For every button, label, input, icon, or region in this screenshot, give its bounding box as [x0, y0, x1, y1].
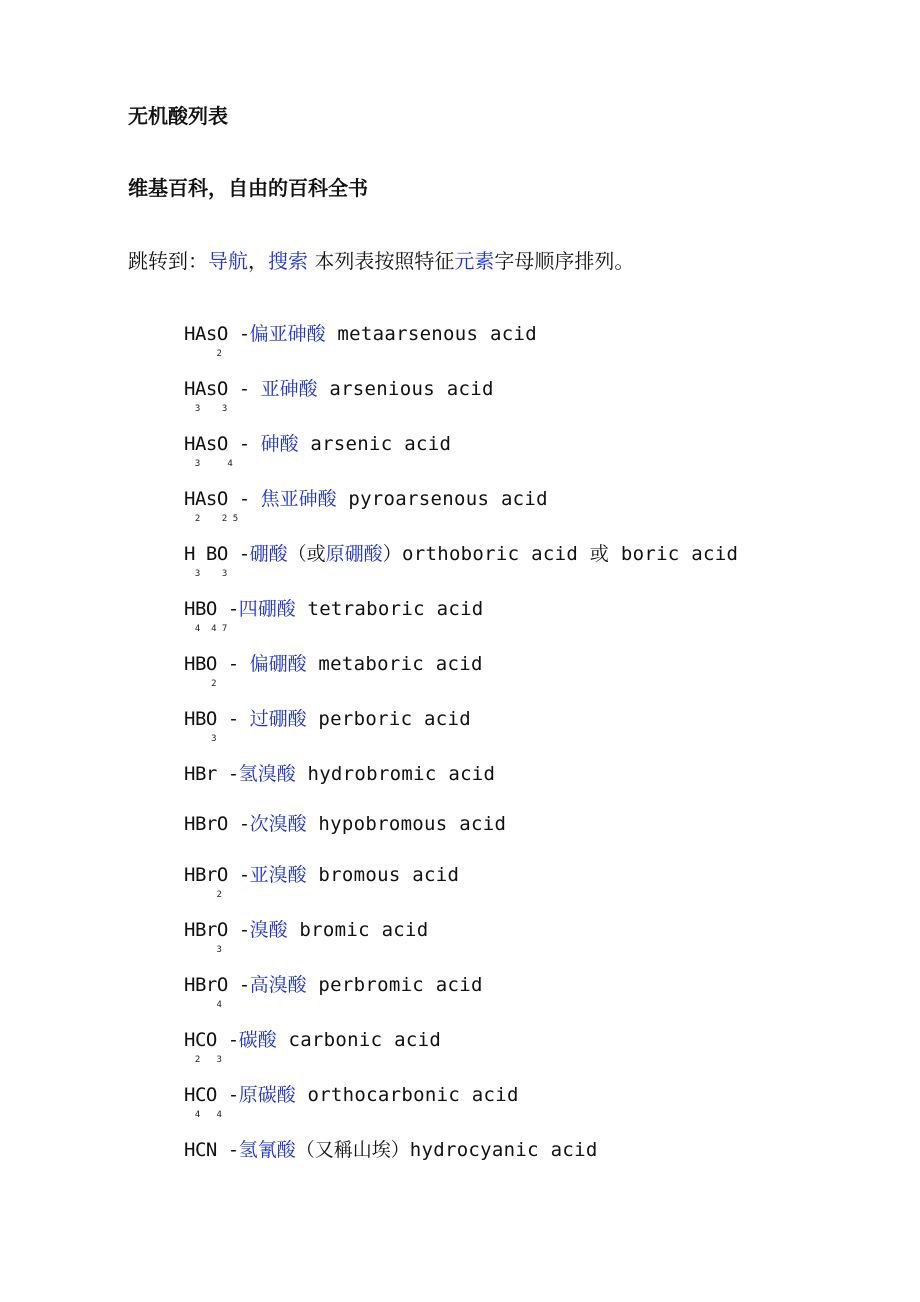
acid-english: perboric acid	[306, 708, 472, 730]
acid-formula: HBrO -	[184, 974, 250, 996]
acid-link[interactable]: 焦亚砷酸	[260, 488, 337, 510]
acid-link-alt[interactable]: 原硼酸	[325, 543, 383, 565]
acid-link[interactable]: 氢溴酸	[238, 763, 296, 785]
intro-text-end: 字母顺序排列。	[494, 249, 635, 273]
acid-row	[184, 812, 506, 836]
acid-formula: HBO -	[184, 708, 250, 730]
acid-formula: HBrO -	[184, 919, 250, 941]
acid-formula: HBO -	[184, 653, 250, 675]
acid-row	[184, 707, 471, 731]
acid-link[interactable]: 碳酸	[238, 1029, 277, 1051]
acid-link[interactable]: 过硼酸	[249, 708, 307, 730]
acid-row	[184, 863, 459, 887]
acid-english: bromic acid	[287, 919, 429, 941]
acid-english: orthocarbonic acid	[295, 1084, 519, 1106]
acid-english: pyroarsenous acid	[336, 488, 548, 510]
page-title: 无机酸列表	[128, 104, 228, 128]
formula-subscripts: 2 2 5	[184, 514, 239, 524]
acid-formula: HCO -	[184, 1029, 239, 1051]
acid-formula: HBrO -	[184, 864, 250, 886]
page-subtitle: 维基百科，自由的百科全书	[128, 176, 368, 200]
acid-english: metaarsenous acid	[325, 323, 537, 345]
acid-note: （或	[287, 543, 326, 565]
acid-english: carbonic acid	[276, 1029, 442, 1051]
formula-subscripts: 3	[184, 734, 217, 744]
formula-subscripts: 2	[184, 890, 222, 900]
formula-subscripts: 2	[184, 679, 217, 689]
acid-row	[184, 487, 548, 511]
acid-row	[184, 973, 483, 997]
acid-english: bromous acid	[306, 864, 460, 886]
acid-link[interactable]: 高溴酸	[249, 974, 307, 996]
acid-note: （又稱山埃）	[295, 1139, 410, 1161]
acid-english: arsenic acid	[298, 433, 452, 455]
acid-row	[184, 322, 537, 346]
nav-link-search[interactable]: 搜索	[268, 249, 308, 273]
acid-formula: HAsO -	[184, 488, 261, 510]
acid-english: ）orthoboric acid 或 boric acid	[382, 543, 739, 565]
acid-link[interactable]: 次溴酸	[249, 813, 307, 835]
formula-subscripts: 3 3	[184, 569, 228, 579]
acid-formula: HCO -	[184, 1084, 239, 1106]
acid-english: metaboric acid	[306, 653, 483, 675]
acid-row	[184, 542, 738, 566]
acid-link[interactable]: 砷酸	[260, 433, 299, 455]
formula-subscripts: 4 4 7	[184, 624, 228, 634]
acid-link[interactable]: 硼酸	[249, 543, 288, 565]
intro-text: 本列表按照特征	[308, 249, 455, 273]
acid-link[interactable]: 偏亚砷酸	[249, 323, 326, 345]
acid-row	[184, 918, 429, 942]
formula-subscripts: 2	[184, 349, 222, 359]
jump-to-bar	[128, 248, 634, 274]
formula-subscripts: 4	[184, 1000, 222, 1010]
acid-english: hydrobromic acid	[295, 763, 496, 785]
jump-to-label: 跳转到：	[128, 249, 208, 273]
acid-link[interactable]: 原碳酸	[238, 1084, 296, 1106]
formula-subscripts: 2 3	[184, 1055, 222, 1065]
acid-formula: HBr -	[184, 763, 239, 785]
nav-separator: ，	[248, 249, 268, 273]
acid-row	[184, 377, 494, 401]
acid-row	[184, 652, 483, 676]
acid-row	[184, 1138, 598, 1162]
acid-english: arsenious acid	[317, 378, 494, 400]
nav-link-navigation[interactable]: 导航	[208, 249, 248, 273]
acid-row	[184, 1028, 441, 1052]
acid-english: hydrocyanic acid	[409, 1139, 598, 1161]
link-element[interactable]: 元素	[454, 249, 495, 273]
acid-formula: H BO -	[184, 543, 250, 565]
acid-link[interactable]: 氢氰酸	[238, 1139, 296, 1161]
formula-subscripts: 3	[184, 945, 222, 955]
acid-link[interactable]: 亚砷酸	[260, 378, 318, 400]
acid-formula: HCN -	[184, 1139, 239, 1161]
acid-formula: HAsO -	[184, 433, 261, 455]
acid-link[interactable]: 偏硼酸	[249, 653, 307, 675]
acid-row	[184, 597, 484, 621]
acid-english: perbromic acid	[306, 974, 483, 996]
acid-english: hypobromous acid	[306, 813, 507, 835]
acid-formula: HBrO -	[184, 813, 250, 835]
acid-row	[184, 1083, 519, 1107]
formula-subscripts: 3 4	[184, 459, 233, 469]
acid-link[interactable]: 亚溴酸	[249, 864, 307, 886]
formula-subscripts: 4 4	[184, 1110, 222, 1120]
acid-link[interactable]: 四硼酸	[238, 598, 296, 620]
acid-link[interactable]: 溴酸	[249, 919, 288, 941]
acid-english: tetraboric acid	[295, 598, 484, 620]
formula-subscripts: 3 3	[184, 404, 228, 414]
acid-formula: HAsO -	[184, 378, 261, 400]
acid-formula: HBO -	[184, 598, 239, 620]
acid-row	[184, 762, 495, 786]
acid-row	[184, 432, 451, 456]
acid-formula: HAsO -	[184, 323, 250, 345]
